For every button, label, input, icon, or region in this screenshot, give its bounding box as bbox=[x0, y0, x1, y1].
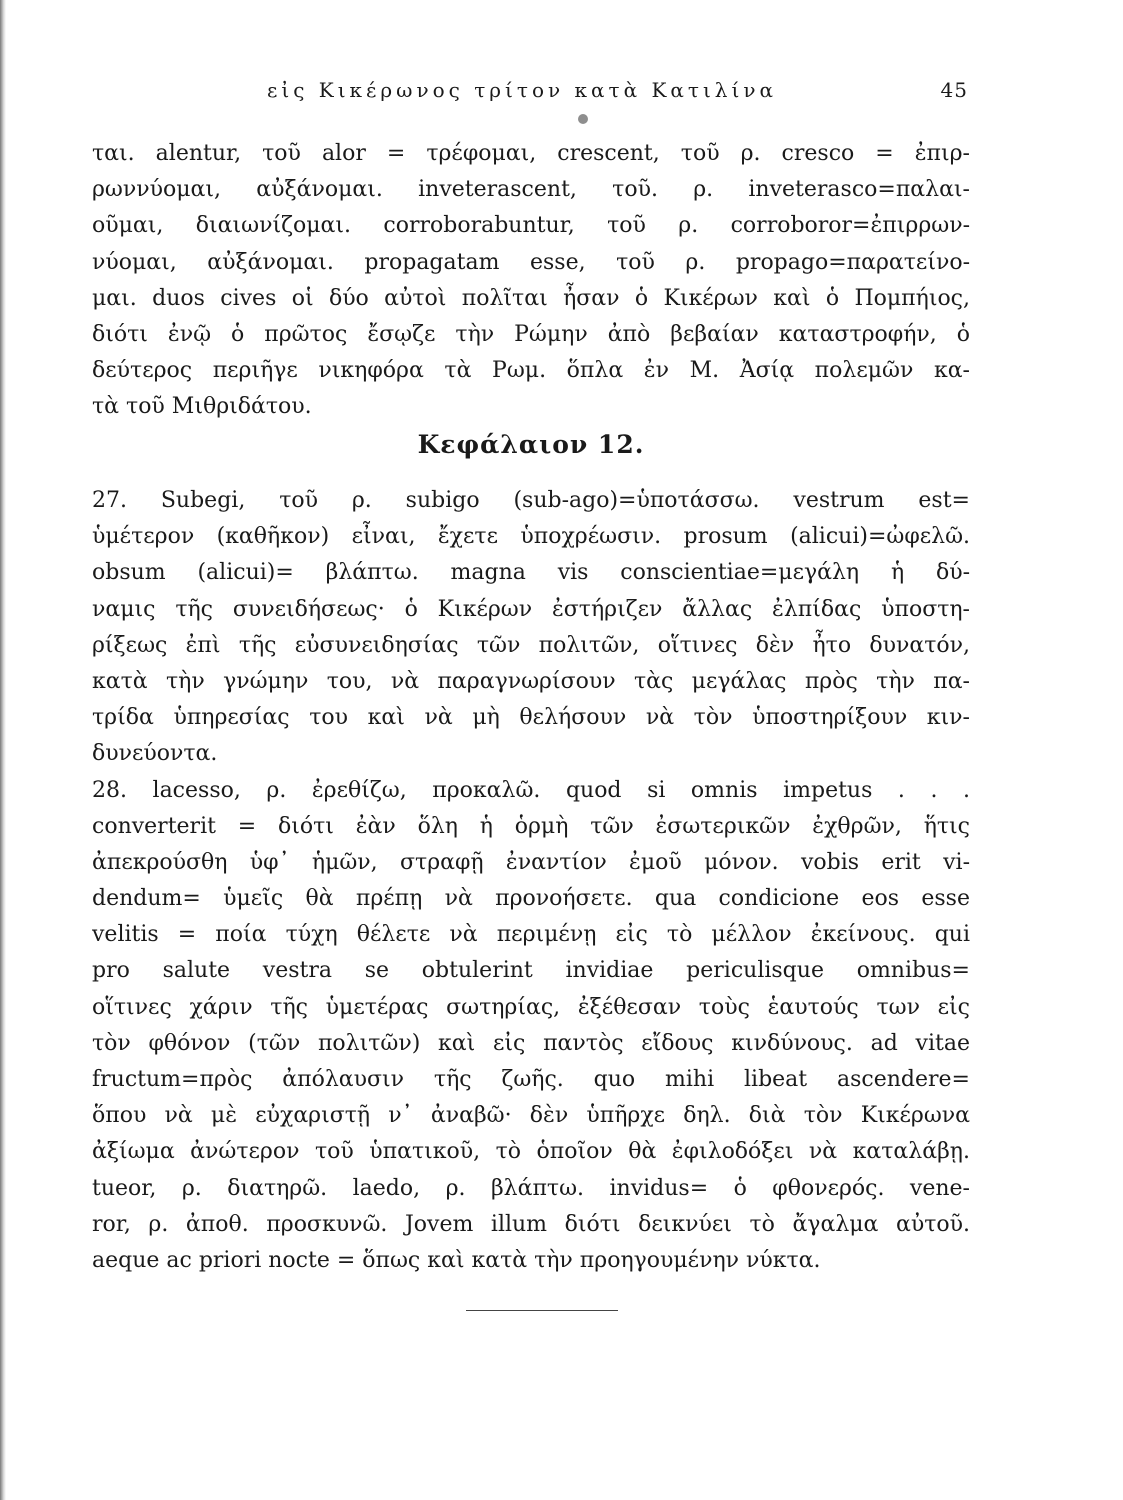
text-line: ρίξεως ἐπὶ τῆς εὐσυνειδησίας τῶν πολιτῶν, οἵτινες δὲν ἦτο δυνατόν, bbox=[92, 632, 970, 658]
text-line: pro salute vestra se obtulerint invidiae periculisque omnibus= bbox=[92, 958, 970, 984]
text-line: converterit = διότι ἐὰν ὅλη ἡ ὁρμὴ τῶν ἐσωτερικῶν ἐχθρῶν, ἥτις bbox=[92, 813, 970, 839]
text-line: 27. Subegi, τοῦ ρ. subigo (sub-ago)=ὑποτάσσω. vestrum est= bbox=[92, 488, 970, 513]
text-line: οῦμαι, διαιωνίζομαι. corroborabuntur, τοῦ ρ. corroboror=ἐπιρρων- bbox=[92, 213, 970, 239]
text-line: ἀπεκρούσθη ὑφ᾿ ἡμῶν, στραφῇ ἐναντίον ἐμοῦ μόνον. vobis erit vi- bbox=[92, 849, 970, 875]
ink-dot bbox=[578, 114, 588, 124]
text-line: obsum (alicui)= βλάπτω. magna vis conscientiae=μεγάλη ἡ δύ- bbox=[92, 560, 970, 586]
text-line: ἀξίωμα ἀνώτερον τοῦ ὑπατικοῦ, τὸ ὁποῖον θὰ ἐφιλοδόξει νὰ καταλάβῃ. bbox=[92, 1139, 970, 1165]
text-line: τρίδα ὑπηρεσίας του καὶ νὰ μὴ θελήσουν νὰ τὸν ὑποστηρίξουν κιν- bbox=[92, 705, 970, 731]
text-line: ror, ρ. ἀποθ. προσκυνῶ. Jovem illum διότι δεικνύει τὸ ἄγαλμα αὐτοῦ. bbox=[92, 1211, 970, 1237]
text-line: ὅπου νὰ μὲ εὐχαριστῇ ν᾿ ἀναβῶ· δὲν ὑπῆρχε δηλ. διὰ τὸν Κικέρωνα bbox=[92, 1103, 970, 1129]
text-line: fructum=πρὸς ἀπόλαυσιν τῆς ζωῆς. quo mihi libeat ascendere= bbox=[92, 1067, 970, 1092]
running-header bbox=[76, 78, 968, 108]
text-line: ται. alentur, τοῦ alor = τρέφομαι, crescent, τοῦ ρ. cresco = ἐπιρ- bbox=[92, 141, 970, 166]
paragraph-top bbox=[92, 136, 970, 426]
text-line: τὸν φθόνον (τῶν πολιτῶν) καὶ εἰς παντὸς εἴδους κινδύνους. ad vitae bbox=[92, 1030, 970, 1056]
text-line: 28. lacesso, ρ. ἐρεθίζω, προκαλῶ. quod si omnis impetus . . . bbox=[92, 777, 970, 803]
text-line: διότι ἐνῷ ὁ πρῶτος ἔσῳζε τὴν Ρώμην ἀπὸ βεβαίαν καταστροφήν, ὁ bbox=[92, 321, 970, 347]
text-line: velitis = ποία τύχη θέλετε νὰ περιμένῃ εἰς τὸ μέλλον ἐκείνους. qui bbox=[92, 922, 970, 948]
text-line: tueor, ρ. διατηρῶ. laedo, ρ. βλάπτω. invidus= ὁ φθονερός. vene- bbox=[92, 1175, 970, 1201]
page-number: 45 bbox=[940, 78, 968, 102]
text-line: νύομαι, αὐξάνομαι. propagatam esse, τοῦ ρ. propago=παρατείνο- bbox=[92, 249, 970, 275]
text-line: ρωννύομαι, αὐξάνομαι. inveterascent, τοῦ. ρ. inveterasco=παλαι- bbox=[92, 177, 970, 203]
text-line: οἵτινες χάριν τῆς ὑμετέρας σωτηρίας, ἐξέθεσαν τοὺς ἑαυτούς των εἰς bbox=[92, 994, 970, 1020]
text-line: aeque ac priori nocte = ὅπως καὶ κατὰ τὴν προηγουμένην νύκτα. bbox=[92, 1247, 821, 1273]
paragraph-bottom bbox=[92, 483, 970, 1279]
text-line: μαι. duos cives οἱ δύο αὐτοὶ πολῖται ἦσαν ὁ Κικέρων καὶ ὁ Πομπήιος, bbox=[92, 285, 970, 311]
text-line: τὰ τοῦ Μιθριδάτου. bbox=[92, 394, 312, 420]
chapter-heading: Κεφάλαιον 12. bbox=[417, 430, 645, 459]
text-line: κατὰ τὴν γνώμην του, νὰ παραγνωρίσουν τὰς μεγάλας πρὸς τὴν πα- bbox=[92, 668, 970, 694]
text-line: ναμις τῆς συνειδήσεως· ὁ Κικέρων ἐστήριζεν ἄλλας ἐλπίδας ὑποστη- bbox=[92, 596, 970, 622]
text-line: δεύτερος περιῆγε νικηφόρα τὰ Ρωμ. ὅπλα ἐν Μ. Ἀσίᾳ πολεμῶν κα- bbox=[92, 358, 970, 384]
text-line: ὑμέτερον (καθῆκον) εἶναι, ἔχετε ὑποχρέωσιν. prosum (alicui)=ὠφελῶ. bbox=[92, 524, 970, 550]
text-line: dendum= ὑμεῖς θὰ πρέπῃ νὰ προνοήσετε. qua condicione eos esse bbox=[92, 886, 970, 912]
text-line: δυνεύοντα. bbox=[92, 741, 218, 767]
footer-rule bbox=[466, 1310, 618, 1311]
scan-edge bbox=[0, 0, 6, 1500]
header-title: εἰς Κικέρωνος τρίτον κατὰ Κατιλίνα bbox=[267, 78, 777, 102]
